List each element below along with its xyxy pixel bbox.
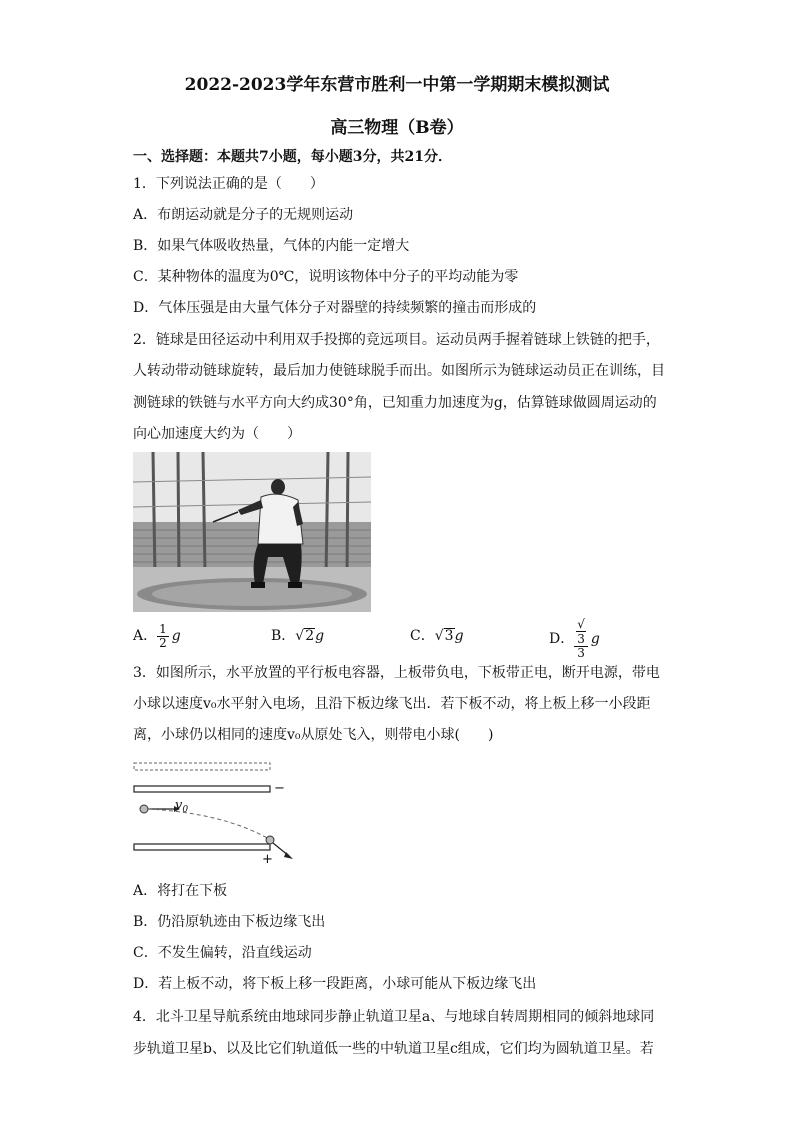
numerator: 1 bbox=[159, 621, 167, 636]
q3-line-1: 3．如图所示，水平放置的平行板电容器，上板带负电，下板带正电，断开电源，带电 bbox=[133, 665, 660, 681]
option-label: C． bbox=[410, 628, 435, 644]
exam-subtitle: 高三物理（B卷） bbox=[330, 118, 464, 138]
sqrt-icon: √ bbox=[295, 628, 305, 644]
q2-option-c bbox=[410, 626, 464, 646]
q2-line-2: 人转动带动链球旋转，最后加力使链球脱手而出。如图所示为链球运动员正在训练，目 bbox=[133, 363, 665, 379]
denominator: 3 bbox=[577, 646, 585, 660]
q1-option-d: D．气体压强是由大量气体分子对器壁的持续频繁的撞击而形成的 bbox=[133, 300, 537, 316]
option-label: A． bbox=[133, 628, 158, 644]
option-label: B． bbox=[271, 628, 296, 644]
q4-line-2: 步轨道卫星b、以及比它们轨道低一些的中轨道卫星c组成，它们均为圆轨道卫星。若 bbox=[133, 1041, 654, 1057]
capacitor-diagram bbox=[128, 755, 308, 865]
q1-option-c: C．某种物体的温度为0℃，说明该物体中分子的平均动能为零 bbox=[133, 269, 519, 285]
gravity-symbol: g bbox=[454, 628, 464, 644]
radicand: 3 bbox=[577, 632, 585, 646]
charged-ball-start bbox=[140, 805, 148, 813]
denominator: 2 bbox=[159, 635, 167, 650]
q2-option-a bbox=[133, 622, 181, 650]
charged-ball-end bbox=[266, 836, 274, 844]
q3-option-c: C．不发生偏转，沿直线运动 bbox=[133, 945, 312, 961]
hammer-throw-illustration bbox=[133, 452, 371, 612]
gravity-symbol: g bbox=[315, 628, 325, 644]
exam-title: 2022-2023学年东营市胜利一中第一学期期末模拟测试 bbox=[184, 75, 610, 95]
q3-line-3: 离，小球仍以相同的速度v₀从原处飞入，则带电小球( ) bbox=[133, 727, 494, 743]
radicand: 2 bbox=[305, 628, 315, 644]
numerator bbox=[574, 618, 588, 647]
upper-plate bbox=[134, 786, 270, 792]
sqrt-icon: √ bbox=[577, 617, 585, 631]
hammer-throw-photo bbox=[133, 452, 371, 612]
q3-option-b: B．仍沿原轨迹由下板边缘飞出 bbox=[133, 914, 326, 930]
q3-line-2: 小球以速度v₀水平射入电场，且沿下板边缘飞出．若下板不动，将上板上移一小段距 bbox=[133, 696, 651, 712]
option-label: D． bbox=[549, 631, 575, 647]
q2-option-b bbox=[271, 626, 324, 646]
plus-sign: + bbox=[262, 852, 273, 865]
q2-line-1: 2．链球是田径运动中利用双手投掷的竞远项目。运动员两手握着链球上铁链的把手， bbox=[133, 332, 660, 348]
minus-sign: − bbox=[274, 781, 285, 796]
q2-option-d bbox=[549, 618, 600, 660]
q4-line-1: 4．北斗卫星导航系统由地球同步静止轨道卫星a、与地球自转周期相同的倾斜地球同 bbox=[133, 1009, 655, 1025]
q3-option-d: D．若上板不动，将下板上移一段距离，小球可能从下板边缘飞出 bbox=[133, 976, 537, 992]
lower-plate bbox=[134, 844, 270, 850]
upper-plate-moved-dashed bbox=[134, 763, 270, 770]
q2-line-4: 向心加速度大约为（ ） bbox=[133, 426, 301, 442]
trajectory-dashed bbox=[148, 809, 269, 839]
q1-option-b: B．如果气体吸收热量，气体的内能一定增大 bbox=[133, 238, 410, 254]
v0-label: $v_0$ bbox=[175, 798, 189, 815]
section-heading: 一、选择题：本题共7小题，每小题3分，共21分． bbox=[133, 149, 452, 165]
gravity-symbol: g bbox=[171, 628, 181, 644]
q1-stem: 1．下列说法正确的是（ ） bbox=[133, 176, 324, 192]
q1-option-a: A．布朗运动就是分子的无规则运动 bbox=[133, 207, 354, 223]
radicand: 3 bbox=[444, 628, 454, 644]
fraction-sqrt3-over-3 bbox=[574, 618, 588, 660]
sqrt-icon: √ bbox=[434, 628, 444, 644]
q2-line-3: 测链球的铁链与水平方向大约成30°角，已知重力加速度为g，估算链球做圆周运动的 bbox=[133, 395, 657, 411]
q3-option-a: A．将打在下板 bbox=[133, 883, 228, 899]
gravity-symbol: g bbox=[590, 631, 600, 647]
fraction-one-half bbox=[157, 623, 169, 650]
